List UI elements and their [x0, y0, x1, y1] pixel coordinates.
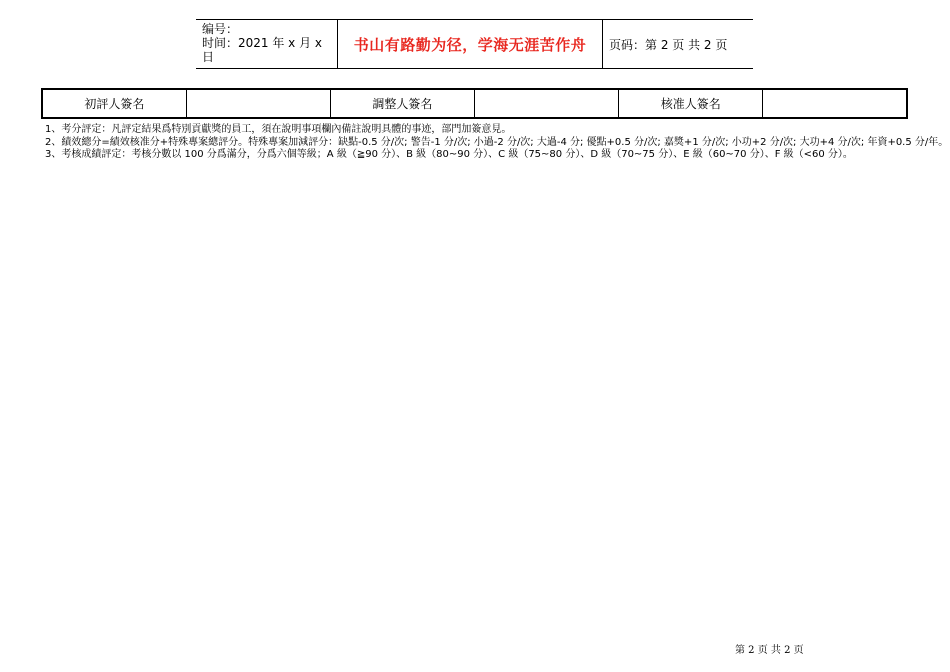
adjust-signature-cell[interactable]	[474, 89, 618, 118]
note-item: 1、考分評定：凡評定結果爲特別貢獻獎的員工，須在說明事項欄內備註說明具體的事迹，部門加簽意見。	[45, 124, 512, 135]
note-item: 2、績效總分=績效核准分+特殊專案總評分。特殊專案加減評分：缺點-0.5 分/次; 警告-1 分/次; 小過-2 分/次; 大過-4 分; 優點+0.5 分/次; 嘉獎+1 分/次; 小功+2 分/次; 大功+4 分/次; 年資+0.5 分/年。	[45, 136, 949, 148]
note-item: 3、考核成績評定：考核分數以 100 分爲滿分，分爲六個等級；A 級（≧90 分）、B 級（80~90 分）、C 級（75~80 分）、D 級（70~75 分）、E 級（60~70 分）、F 級（<60 分）。	[45, 149, 853, 160]
header-meta	[196, 20, 338, 68]
page-footer: 第 2 页 共 2 页	[735, 645, 804, 656]
signature-table	[41, 88, 908, 119]
document-header	[196, 19, 753, 69]
number-label: 编号：	[202, 22, 239, 36]
motto: 书山有路勤为径，学海无涯苦作舟	[338, 20, 603, 68]
adjust-label: 調整人簽名	[330, 89, 474, 118]
notes-section	[45, 124, 949, 162]
approve-signature-cell[interactable]	[763, 89, 907, 118]
page-indicator: 页码：第 2 页 共 2 页	[609, 37, 728, 52]
approve-label: 核准人簽名	[619, 89, 763, 118]
signature-row	[42, 89, 907, 118]
first-review-label: 初評人簽名	[42, 89, 186, 118]
time-label: 时间：2021 年 x 月 x 日	[202, 36, 323, 64]
first-review-signature-cell[interactable]	[186, 89, 330, 118]
